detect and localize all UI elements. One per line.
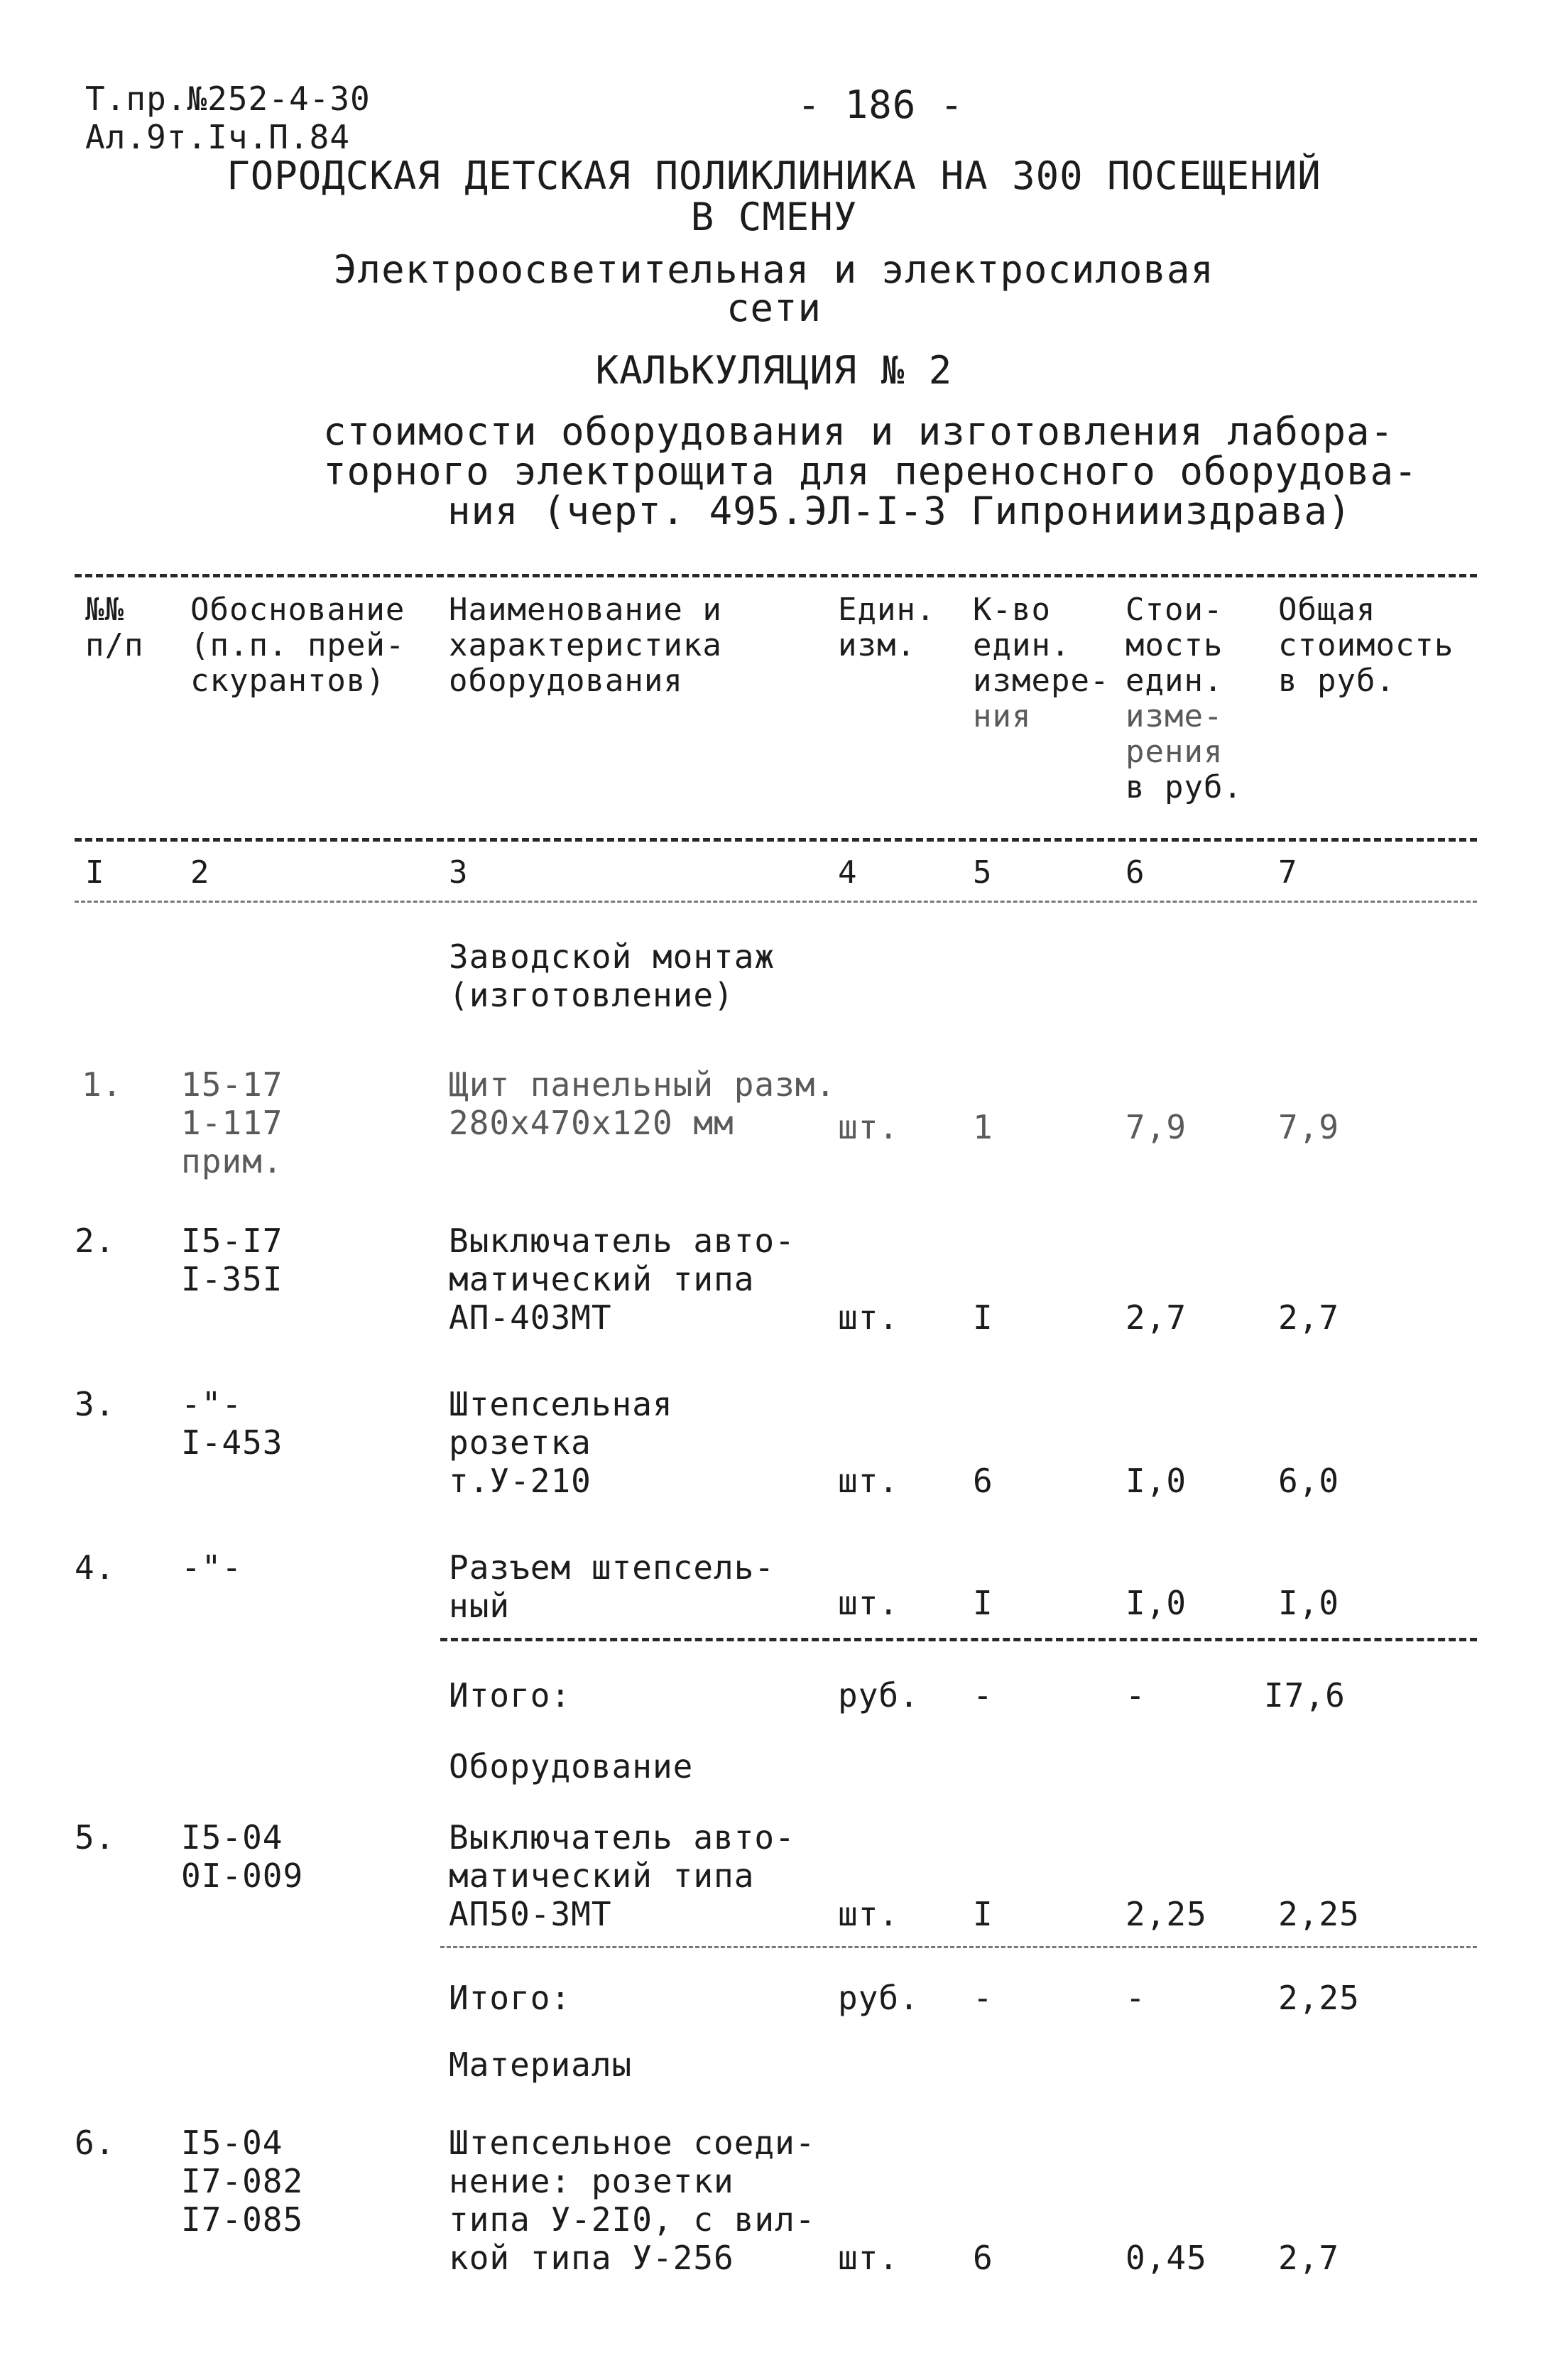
row-basis: 0I-009: [181, 1857, 304, 1895]
row-price: I,0: [1125, 1462, 1187, 1500]
subtotal-rule: [440, 1638, 1477, 1641]
row-name: Разъем штепсель-: [449, 1548, 775, 1587]
column-number-4: 4: [838, 854, 858, 891]
row-qty: 6: [973, 2239, 993, 2277]
row-name: кой типа У-256: [449, 2239, 734, 2277]
row-unit: шт.: [838, 1895, 900, 1933]
col-header-qty-4: ния: [973, 698, 1032, 734]
row-number: 4.: [75, 1548, 116, 1587]
row-name: Штепсельная: [449, 1385, 673, 1423]
row-qty: I: [973, 1584, 993, 1622]
section-equipment-title: Оборудование: [449, 1747, 694, 1786]
col-header-qty-3: измере-: [973, 663, 1110, 699]
subtotal-price: -: [1125, 1979, 1146, 2017]
column-number-3: 3: [449, 854, 469, 891]
row-unit: шт.: [838, 1108, 900, 1146]
row-basis: I7-082: [181, 2162, 304, 2200]
row-total: 2,7: [1278, 2239, 1340, 2277]
row-number: 6.: [75, 2124, 116, 2162]
section-factory-subtitle: (изготовление): [449, 976, 734, 1014]
col-header-basis-3: скурантов): [190, 663, 386, 699]
row-basis: I7-085: [181, 2200, 304, 2239]
col-header-no-2: п/п: [85, 627, 144, 663]
row-price: 7,9: [1125, 1108, 1187, 1146]
subtotal-qty: -: [973, 1979, 993, 2017]
header-bottom-rule: [75, 838, 1477, 842]
col-header-qty-1: К-во: [973, 592, 1051, 628]
row-name: Щит панельный разм.: [449, 1065, 836, 1104]
col-header-basis-2: (п.п. прей-: [190, 627, 405, 663]
row-name: типа У-2I0, с вил-: [449, 2200, 816, 2239]
col-header-unit-2: изм.: [838, 627, 916, 663]
row-number: 2.: [75, 1222, 116, 1260]
column-number-5: 5: [973, 854, 993, 891]
section-materials-title: Материалы: [449, 2045, 633, 2084]
calculation-description-line3: ния (черт. 495.ЭЛ-I-3 Гипрониииздрава): [447, 489, 1352, 533]
col-header-no-1: №№: [85, 592, 124, 628]
document-title: ГОРОДСКАЯ ДЕТСКАЯ ПОЛИКЛИНИКА НА 300 ПОСЕЩЕНИЙ: [227, 153, 1321, 198]
col-header-price-5: рения: [1125, 734, 1223, 770]
col-header-name-1: Наименование и: [449, 592, 722, 628]
subtotal-label: Итого:: [449, 1979, 572, 2017]
subtotal-qty: -: [973, 1676, 993, 1715]
document-subtitle: Электроосветительная и электросиловая: [334, 247, 1214, 292]
subtotal-total: I7,6: [1264, 1676, 1346, 1715]
row-name: ный: [449, 1587, 511, 1625]
subtotal-unit: руб.: [838, 1676, 920, 1715]
subtotal-price: -: [1125, 1676, 1146, 1715]
row-basis: 15-17: [181, 1065, 283, 1104]
row-basis: I5-04: [181, 2124, 283, 2162]
page-number: - 186 -: [797, 82, 964, 127]
row-basis: I-35I: [181, 1260, 283, 1298]
subtotal-unit: руб.: [838, 1979, 920, 2017]
row-name: АП50-3МТ: [449, 1895, 612, 1933]
col-header-total-3: в руб.: [1278, 663, 1395, 699]
row-unit: шт.: [838, 1584, 900, 1622]
column-number-2: 2: [190, 854, 210, 891]
row-unit: шт.: [838, 1462, 900, 1500]
calculation-title: КАЛЬКУЛЯЦИЯ № 2: [595, 348, 953, 393]
row-total: 6,0: [1278, 1462, 1340, 1500]
row-name: матический типа: [449, 1857, 755, 1895]
column-number-rule: [75, 901, 1477, 903]
col-header-qty-2: един.: [973, 627, 1071, 663]
row-name: АП-403МТ: [449, 1298, 612, 1337]
row-name: розетка: [449, 1423, 592, 1462]
row-unit: шт.: [838, 1298, 900, 1337]
row-basis: прим.: [181, 1142, 283, 1180]
col-header-unit-1: Един.: [838, 592, 936, 628]
row-price: 2,7: [1125, 1298, 1187, 1337]
column-number-1: I: [85, 854, 105, 891]
subtotal-total: 2,25: [1278, 1979, 1360, 2017]
row-unit: шт.: [838, 2239, 900, 2277]
row-price: I,0: [1125, 1584, 1187, 1622]
row-name: т.У-210: [449, 1462, 592, 1500]
col-header-basis-1: Обоснование: [190, 592, 405, 628]
row-number: 5.: [75, 1818, 116, 1857]
row-name: Выключатель авто-: [449, 1222, 795, 1260]
col-header-name-3: оборудования: [449, 663, 683, 699]
subtotal-label: Итого:: [449, 1676, 572, 1715]
col-header-price-1: Стои-: [1125, 592, 1223, 628]
col-header-price-4: изме-: [1125, 698, 1223, 734]
col-header-total-1: Общая: [1278, 592, 1376, 628]
row-total: 2,25: [1278, 1895, 1360, 1933]
document-subtitle-line2: сети: [726, 286, 822, 330]
row-number: 3.: [75, 1385, 116, 1423]
row-basis: I5-I7: [181, 1222, 283, 1260]
document-title-line2: В СМЕНУ: [690, 195, 858, 239]
table-top-rule: [75, 574, 1477, 577]
row-total: 7,9: [1278, 1108, 1340, 1146]
album-code: Ал.9т.Iч.П.84: [85, 118, 351, 156]
col-header-price-6: в руб.: [1125, 769, 1243, 805]
row-number: 1.: [82, 1065, 123, 1104]
reference-code: Т.пр.№252-4-30: [85, 80, 371, 118]
row-basis: I5-04: [181, 1818, 283, 1857]
row-name: 280х470х120 мм: [449, 1104, 734, 1142]
row-price: 2,25: [1125, 1895, 1207, 1933]
calculation-description-line2: торного электрощита для переносного оборудова-: [323, 449, 1418, 494]
col-header-name-2: характеристика: [449, 627, 722, 663]
col-header-price-3: един.: [1125, 663, 1223, 699]
row-name: Выключатель авто-: [449, 1818, 795, 1857]
row-name: нение: розетки: [449, 2162, 734, 2200]
row-qty: 6: [973, 1462, 993, 1500]
col-header-price-2: мость: [1125, 627, 1223, 663]
row-qty: I: [973, 1298, 993, 1337]
row-name: Штепсельное соеди-: [449, 2124, 816, 2162]
col-header-total-2: стоимость: [1278, 627, 1454, 663]
row-price: 0,45: [1125, 2239, 1207, 2277]
row-basis: 1-117: [181, 1104, 283, 1142]
row-qty: I: [973, 1895, 993, 1933]
row-basis: -"-: [181, 1385, 243, 1423]
row-total: 2,7: [1278, 1298, 1340, 1337]
subtotal-rule: [440, 1946, 1477, 1948]
row-qty: 1: [973, 1108, 993, 1146]
row-basis: I-453: [181, 1423, 283, 1462]
row-name: матический типа: [449, 1260, 755, 1298]
row-total: I,0: [1278, 1584, 1340, 1622]
column-number-7: 7: [1278, 854, 1298, 891]
row-basis: -"-: [181, 1548, 243, 1587]
calculation-description-line1: стоимости оборудования и изготовления лабора-: [323, 409, 1394, 454]
column-number-6: 6: [1125, 854, 1145, 891]
section-factory-title: Заводской монтаж: [449, 938, 775, 976]
